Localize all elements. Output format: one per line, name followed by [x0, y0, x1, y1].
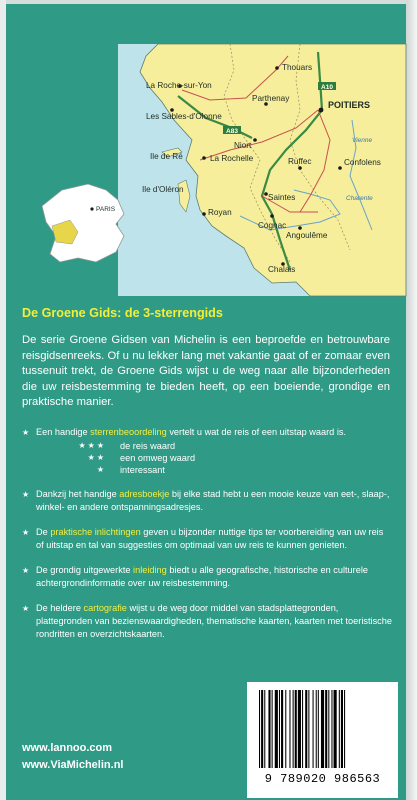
- city-confolens: Confolens: [344, 158, 381, 167]
- publisher-urls: [22, 740, 123, 774]
- rating-stars: ★★★: [78, 441, 106, 450]
- barcode-bar: [259, 690, 260, 768]
- barcode-bar: [295, 690, 297, 768]
- bullet-star-icon: ★: [22, 428, 30, 437]
- barcode-number: 9 789020 986563: [264, 772, 381, 786]
- city-saintes: Saintes: [268, 193, 296, 202]
- barcode-bar: [272, 690, 273, 768]
- star-rating-legend: [36, 440, 392, 476]
- highlight-term: cartografie: [83, 603, 127, 613]
- city-thouars: Thouars: [282, 63, 313, 72]
- river-label-vienne: Vienne: [352, 137, 373, 144]
- rating-label: een omweg waard: [120, 453, 196, 463]
- city-chalais: Chalais: [268, 265, 296, 274]
- barcode-bar: [279, 690, 280, 768]
- barcode-bar: [328, 690, 329, 768]
- barcode-bar: [264, 690, 265, 768]
- barcode-bar: [293, 690, 294, 768]
- feature-list: [22, 426, 392, 653]
- city-angouleme: Angoulême: [286, 231, 328, 240]
- road-label-a10: A10: [321, 84, 333, 91]
- barcode-bar: [305, 690, 307, 768]
- feature-item: ★ De grondig uitgewerkte inleiding biedt u alle geografische, historische en culturele achtergrondinformatie over uw reisbestemming.: [22, 565, 368, 588]
- barcode-bar: [325, 690, 327, 768]
- road-label-a83: A83: [226, 128, 238, 135]
- barcode-bar: [275, 690, 278, 768]
- highlight-term: inleiding: [133, 565, 167, 575]
- barcode-bar: [318, 690, 319, 768]
- barcode-bars: [257, 690, 388, 770]
- barcode-bar: [289, 690, 290, 768]
- barcode-bar: [261, 690, 263, 768]
- rating-stars: ★★: [87, 453, 106, 462]
- barcode-bar: [313, 690, 314, 768]
- rating-label: interessant: [120, 465, 165, 475]
- bullet-star-icon: ★: [22, 528, 30, 537]
- section-heading: De Groene Gids: de 3-sterrengids: [22, 306, 223, 320]
- bullet-star-icon: ★: [22, 490, 30, 499]
- city-les-sables-d-olonne: Les Sables-d'Olonne: [146, 112, 222, 121]
- city-niort: Niort: [234, 141, 252, 150]
- barcode-bar: [281, 690, 283, 768]
- city-cognac: Cognac: [258, 221, 287, 230]
- city-ile-de-re: Ile de Ré: [150, 152, 183, 161]
- city-la-roche-sur-yon: La Roche-sur-Yon: [146, 81, 212, 90]
- rating-row: [36, 440, 392, 452]
- barcode-bar: [344, 690, 345, 768]
- barcode-bar: [341, 690, 343, 768]
- city-la-rochelle: La Rochelle: [210, 154, 254, 163]
- rating-stars: ★: [96, 465, 106, 474]
- rating-row: [36, 452, 392, 464]
- city-ruffec: Ruffec: [288, 157, 312, 166]
- highlight-term: adresboekje: [119, 489, 170, 499]
- barcode-bar: [321, 690, 324, 768]
- inset-paris-dot: [90, 207, 93, 210]
- city-poitiers: POITIERS: [328, 100, 371, 110]
- bullet-star-icon: ★: [22, 604, 30, 613]
- barcode-bar: [316, 690, 317, 768]
- inset-france-map: [42, 184, 124, 262]
- feature-item: ★ De heldere cartografie wijst u de weg door middel van stadsplattegronden, plattegronden van bezienswaardigheden, thematische kaarten, kaarten met toeristische rondritten en overzichtskaarten.: [22, 603, 392, 639]
- barcode-bar: [298, 690, 301, 768]
- url-lannoo: www.lannoo.com: [22, 742, 113, 754]
- barcode-bar: [285, 690, 286, 768]
- barcode-bar: [268, 690, 270, 768]
- barcode-bar: [302, 690, 303, 768]
- highlight-term: praktische inlichtingen: [50, 527, 141, 537]
- city-ile-d-oleron: Ile d'Oléron: [142, 185, 184, 194]
- barcode-bar: [308, 690, 309, 768]
- river-label-charente: Charente: [346, 195, 373, 202]
- rating-row: [36, 464, 392, 476]
- city-royan: Royan: [208, 208, 232, 217]
- feature-item: ★ Een handige sterrenbeoordeling vertelt u wat de reis of een uitstap waard is. ★★★ de reis waard ★★ een omweg waard ★ interessant: [22, 426, 392, 476]
- bullet-star-icon: ★: [22, 566, 30, 575]
- city-parthenay: Parthenay: [252, 94, 290, 103]
- url-viamichelin: www.ViaMichelin.nl: [22, 759, 124, 771]
- region-map: [0, 0, 417, 300]
- barcode-bar: [339, 690, 340, 768]
- barcode-bar: [331, 690, 332, 768]
- isbn-barcode: [247, 682, 398, 798]
- barcode-bar: [334, 690, 337, 768]
- highlight-term: sterrenbeoordeling: [90, 427, 167, 437]
- inset-paris-label: PARIS: [96, 206, 116, 213]
- feature-item: ★ Dankzij het handige adresboekje bij elke stad hebt u een mooie keuze van eet-, slaap-, winkel- en andere ontspanningsadresjes.: [22, 489, 390, 512]
- rating-label: de reis waard: [120, 441, 176, 451]
- feature-item: ★ De praktische inlichtingen geven u bijzonder nuttige tips ter voorbereiding van uw reis of uitstap en tal van suggesties om optimaal van uw reis te kunnen genieten.: [22, 527, 384, 550]
- intro-paragraph: De serie Groene Gidsen van Michelin is een beproefde en betrouwbare reisgidsenreeks. Of u nu lekker lang met vakantie gaat of er zomaar even tussenuit trekt, de Groene Gids wijst u de weg naar alle bijzonderheden die uw reisbestemming te bieden heeft, op een boeiende, grondige en praktische manier.: [22, 334, 390, 409]
